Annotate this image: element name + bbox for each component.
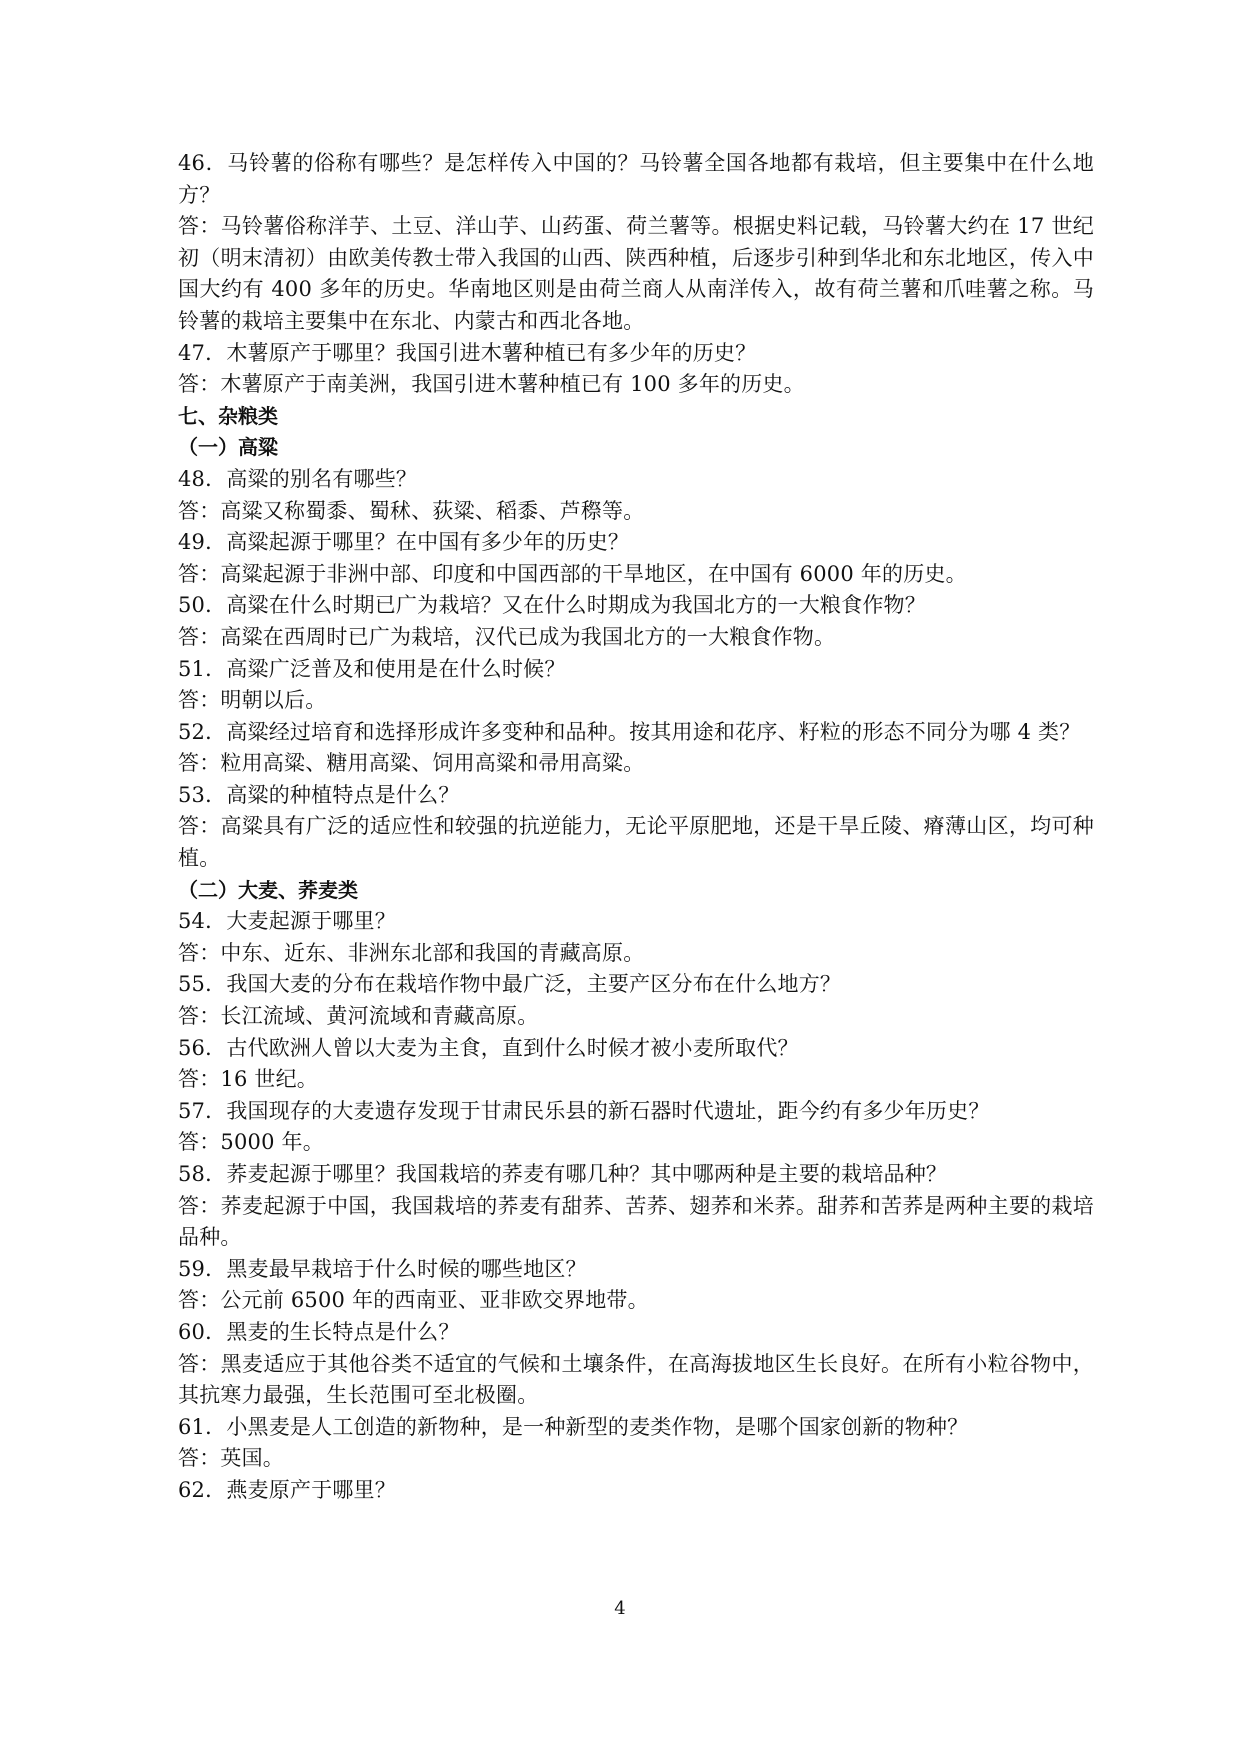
- answer-52: 答：粒用高粱、糖用高粱、饲用高粱和帚用高粱。: [178, 751, 645, 776]
- question-56: 56．古代欧洲人曾以大麦为主食，直到什么时候才被小麦所取代？: [178, 1035, 799, 1060]
- answer-48: 答：高粱又称蜀黍、蜀秫、荻粱、稻黍、芦穄等。: [178, 498, 645, 523]
- question-52: 52．高粱经过培育和选择形成许多变种和品种。按其用途和花序、籽粒的形态不同分为哪 4 类？: [178, 719, 1081, 744]
- answer-46: 答：马铃薯俗称洋芋、土豆、洋山芋、山药蛋、荷兰薯等。根据史料记载，马铃薯大约在 17 世纪初（明末清初）由欧美传教士带入我国的山西、陕西种植，后逐步引种到华北和东北地区，传入中国大约有 400 多年的历史。华南地区则是由荷兰商人从南洋传入，故有荷兰薯和爪哇薯之称。马铃薯的栽培主要集中在东北、内蒙古和西北各地。: [178, 214, 1094, 333]
- page-number: 4: [614, 1598, 626, 1619]
- answer-47: 答：木薯原产于南美洲，我国引进木薯种植已有 100 多年的历史。: [178, 372, 805, 397]
- question-58: 58．荞麦起源于哪里？我国栽培的荞麦有哪几种？其中哪两种是主要的栽培品种？: [178, 1162, 948, 1186]
- answer-59: 答：公元前 6500 年的西南亚、亚非欧交界地带。: [178, 1288, 649, 1313]
- answer-51: 答：明朝以后。: [178, 688, 327, 713]
- answer-49: 答：高粱起源于非洲中部、印度和中国西部的干旱地区，在中国有 6000 年的历史。: [178, 561, 967, 586]
- question-49: 49．高粱起源于哪里？在中国有多少年的历史？: [178, 530, 630, 555]
- answer-61: 答：英国。: [178, 1446, 284, 1471]
- question-50: 50．高粱在什么时期已广为栽培？又在什么时期成为我国北方的一大粮食作物？: [178, 593, 926, 618]
- section-heading-grains: 七、杂粮类: [178, 403, 278, 428]
- question-59: 59．黑麦最早栽培于什么时候的哪些地区？: [178, 1256, 587, 1281]
- question-57: 57．我国现存的大麦遗存发现于甘肃民乐县的新石器时代遗址，距今约有多少年历史？: [178, 1098, 990, 1123]
- answer-53: 答：高粱具有广泛的适应性和较强的抗逆能力，无论平原肥地，还是干旱丘陵、瘠薄山区，均可种植。: [178, 814, 1094, 871]
- answer-54: 答：中东、近东、非洲东北部和我国的青藏高原。: [178, 940, 645, 965]
- question-54: 54．大麦起源于哪里？: [178, 909, 396, 934]
- answer-55: 答：长江流域、黄河流域和青藏高原。: [178, 1004, 539, 1029]
- question-62: 62．燕麦原产于哪里？: [178, 1477, 396, 1502]
- answer-50: 答：高粱在西周时已广为栽培，汉代已成为我国北方的一大粮食作物。: [178, 624, 836, 649]
- answer-58: 答：荞麦起源于中国，我国栽培的荞麦有甜荞、苦荞、翅荞和米荞。甜荞和苦荞是两种主要的栽培品种。: [178, 1193, 1094, 1250]
- question-55: 55．我国大麦的分布在栽培作物中最广泛，主要产区分布在什么地方？: [178, 972, 842, 997]
- question-47: 47．木薯原产于哪里？我国引进木薯种植已有多少年的历史？: [178, 340, 757, 365]
- subsection-heading-barley-buckwheat: （二）大麦、荞麦类: [178, 877, 358, 902]
- question-48: 48．高粱的别名有哪些？: [178, 466, 418, 491]
- subsection-heading-sorghum: （一）高粱: [178, 435, 278, 460]
- answer-60: 答：黑麦适应于其他谷类不适宜的气候和土壤条件，在高海拔地区生长良好。在所有小粒谷物中，其抗寒力最强，生长范围可至北极圈。: [178, 1351, 1094, 1408]
- question-51: 51．高粱广泛普及和使用是在什么时候？: [178, 656, 566, 681]
- question-61: 61．小黑麦是人工创造的新物种，是一种新型的麦类作物，是哪个国家创新的物种？: [178, 1414, 969, 1439]
- question-46: 46．马铃薯的俗称有哪些？是怎样传入中国的？马铃薯全国各地都有栽培，但主要集中在什么地方？: [178, 151, 1094, 207]
- question-53: 53．高粱的种植特点是什么？: [178, 782, 460, 807]
- question-60: 60．黑麦的生长特点是什么？: [178, 1319, 460, 1344]
- answer-56: 答：16 世纪。: [178, 1067, 318, 1092]
- document-body: [178, 148, 1094, 1507]
- answer-57: 答：5000 年。: [178, 1130, 324, 1155]
